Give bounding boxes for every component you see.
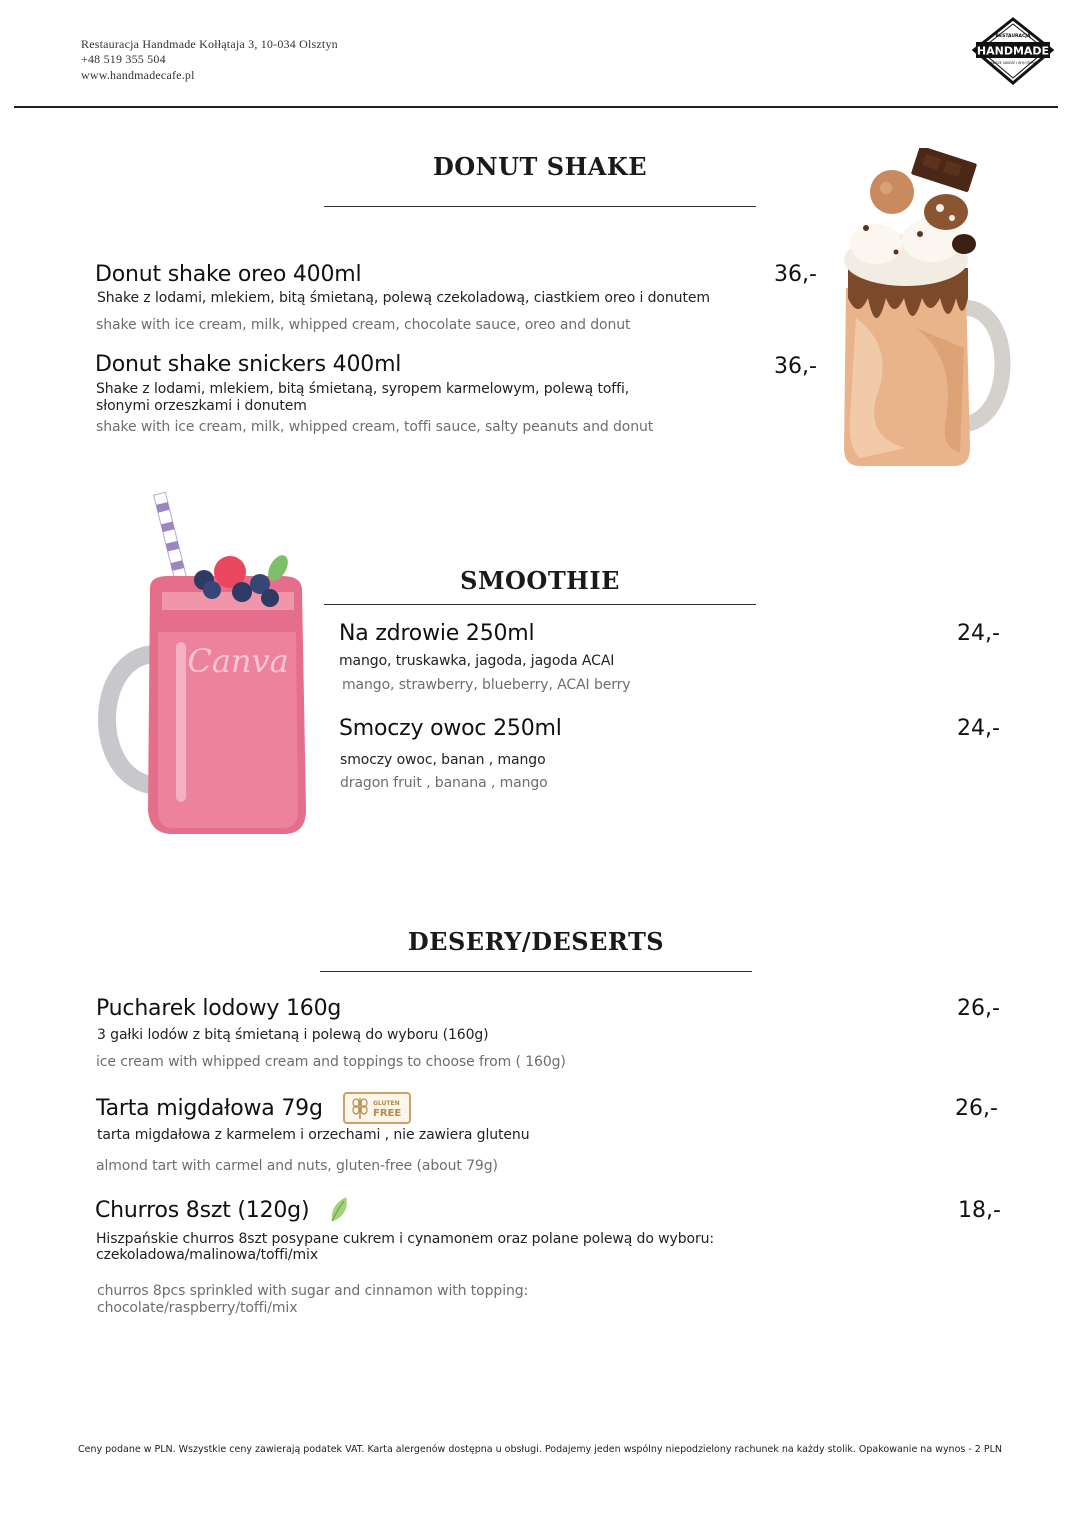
logo-top-text: RESTAURACJA — [995, 34, 1031, 39]
item-desc-en-donut-oreo: shake with ice cream, milk, whipped cream, chocolate sauce, oreo and donut — [96, 317, 631, 333]
restaurant-address: Restauracja Handmade Kołłątaja 3, 10-034 Olsztyn — [81, 37, 338, 51]
item-desc-pl-churros-1: Hiszpańskie churros 8szt posypane cukrem i cynamonem oraz polane polewą do wyboru: — [96, 1231, 714, 1247]
item-desc-pl-na-zdrowie: mango, truskawka, jagoda, jagoda ACAI — [339, 653, 615, 669]
gluten-badge-top: GLUTEN — [373, 1100, 400, 1107]
item-name-churros: Churros 8szt (120g) — [95, 1198, 310, 1223]
footer-note: Ceny podane w PLN. Wszystkie ceny zawierają podatek VAT. Karta alergenów dostępna u obsługi. Podajemy jeden wspólny niepodzielony rachunek na każdy stolik. Opakowanie na wynos - 2 PLN — [77, 1444, 1003, 1455]
item-desc-en-smoczy-owoc: dragon fruit , banana , mango — [340, 775, 548, 791]
item-name-tarta: Tarta migdałowa 79g — [96, 1096, 323, 1121]
logo-sub-text: ZAWSZE ŚWIEŻE I WYJĄTKOWE — [988, 61, 1038, 65]
item-name-donut-snickers: Donut shake snickers 400ml — [95, 352, 402, 377]
restaurant-phone: +48 519 355 504 — [81, 52, 166, 66]
gluten-badge-bottom: FREE — [373, 1108, 402, 1119]
item-name-smoczy-owoc: Smoczy owoc 250ml — [339, 716, 562, 741]
item-desc-pl-smoczy-owoc: smoczy owoc, banan , mango — [340, 752, 546, 768]
handmade-logo-icon — [970, 16, 1056, 86]
item-name-pucharek: Pucharek lodowy 160g — [96, 996, 342, 1021]
item-desc-pl-donut-snickers-2: słonymi orzeszkami i donutem — [96, 398, 307, 414]
item-price-smoczy-owoc: 24,- — [957, 716, 1000, 741]
item-desc-pl-donut-snickers-1: Shake z lodami, mlekiem, bitą śmietaną, syropem karmelowym, polewą toffi, — [96, 381, 630, 397]
restaurant-website[interactable]: www.handmadecafe.pl — [81, 68, 195, 82]
item-price-donut-oreo: 36,- — [774, 262, 817, 287]
item-desc-en-churros-2: chocolate/raspberry/toffi/mix — [97, 1300, 298, 1316]
item-desc-en-churros-1: churros 8pcs sprinkled with sugar and cinnamon with topping: — [97, 1283, 529, 1299]
item-name-na-zdrowie: Na zdrowie 250ml — [339, 621, 535, 646]
item-desc-pl-tarta: tarta migdałowa z karmelem i orzechami , nie zawiera glutenu — [97, 1127, 530, 1143]
item-desc-en-pucharek: ice cream with whipped cream and toppings to choose from ( 160g) — [96, 1054, 566, 1070]
smoothie-jar-illustration — [88, 492, 314, 844]
section-title-smoothie: SMOOTHIE — [460, 566, 620, 595]
vegan-leaf-icon — [328, 1195, 350, 1223]
donut-shake-illustration — [836, 148, 1016, 472]
header-divider — [14, 106, 1058, 108]
section-divider-deserts — [320, 971, 752, 972]
item-desc-en-na-zdrowie: mango, strawberry, blueberry, ACAI berry — [342, 677, 631, 693]
item-desc-pl-donut-oreo: Shake z lodami, mlekiem, bitą śmietaną, polewą czekoladową, ciastkiem oreo i donutem — [97, 290, 710, 306]
section-divider-donut-shake — [324, 206, 756, 207]
item-price-tarta: 26,- — [955, 1096, 998, 1121]
section-title-deserts: DESERY/DESERTS — [407, 927, 665, 956]
item-price-na-zdrowie: 24,- — [957, 621, 1000, 646]
logo-text: HANDMADE — [976, 44, 1050, 58]
item-desc-en-donut-snickers: shake with ice cream, milk, whipped cream, toffi sauce, salty peanuts and donut — [96, 419, 654, 435]
item-price-churros: 18,- — [958, 1198, 1001, 1223]
section-title-donut-shake: DONUT SHAKE — [432, 152, 648, 181]
section-divider-smoothie — [324, 604, 756, 605]
item-desc-pl-churros-2: czekoladowa/malinowa/toffi/mix — [96, 1247, 319, 1263]
item-desc-en-tarta: almond tart with carmel and nuts, gluten-free (about 79g) — [96, 1158, 498, 1174]
item-name-donut-oreo: Donut shake oreo 400ml — [95, 262, 362, 287]
item-price-donut-snickers: 36,- — [774, 354, 817, 379]
canva-watermark: Canva — [187, 642, 289, 680]
gluten-free-badge-icon — [343, 1092, 411, 1124]
item-desc-pl-pucharek: 3 gałki lodów z bitą śmietaną i polewą do wyboru (160g) — [97, 1027, 489, 1043]
item-price-pucharek: 26,- — [957, 996, 1000, 1021]
